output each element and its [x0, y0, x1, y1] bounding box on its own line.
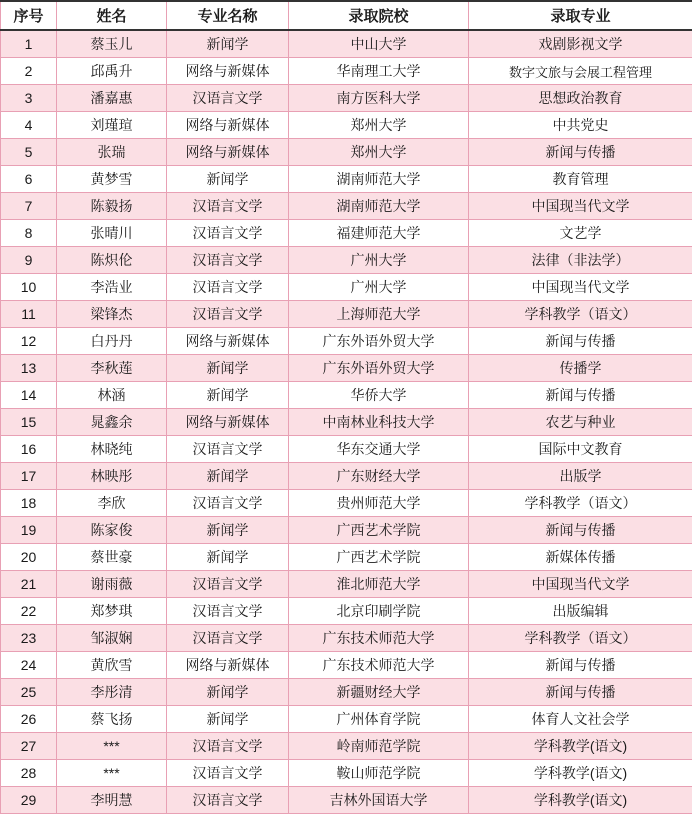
cell-col-name: 邱禹升	[57, 58, 167, 85]
table-row	[1, 733, 692, 760]
cell-col-major: 汉语言文学	[167, 625, 289, 652]
cell-col-target: 新闻与传播	[469, 679, 692, 706]
table-row	[1, 760, 692, 787]
cell-col-major: 汉语言文学	[167, 598, 289, 625]
cell-col-index: 27	[1, 733, 57, 760]
table-row	[1, 598, 692, 625]
table-row	[1, 301, 692, 328]
cell-col-major: 汉语言文学	[167, 85, 289, 112]
cell-col-school: 上海师范大学	[289, 301, 469, 328]
table-row	[1, 193, 692, 220]
cell-col-school: 广东技术师范大学	[289, 652, 469, 679]
cell-col-index: 8	[1, 220, 57, 247]
table-header	[1, 1, 692, 30]
cell-col-major: 新闻学	[167, 30, 289, 58]
cell-col-index: 20	[1, 544, 57, 571]
table-row	[1, 85, 692, 112]
cell-col-index: 26	[1, 706, 57, 733]
cell-col-target: 新闻与传播	[469, 382, 692, 409]
cell-col-target: 文艺学	[469, 220, 692, 247]
cell-col-index: 2	[1, 58, 57, 85]
cell-col-target: 体育人文社会学	[469, 706, 692, 733]
cell-col-name: 张瑞	[57, 139, 167, 166]
cell-col-major: 汉语言文学	[167, 733, 289, 760]
cell-col-name: ***	[57, 760, 167, 787]
cell-col-index: 22	[1, 598, 57, 625]
cell-col-major: 网络与新媒体	[167, 112, 289, 139]
cell-col-name: 李秋莲	[57, 355, 167, 382]
cell-col-major: 新闻学	[167, 382, 289, 409]
table-row	[1, 112, 692, 139]
cell-col-name: 梁锋杰	[57, 301, 167, 328]
table-row	[1, 166, 692, 193]
cell-col-index: 1	[1, 30, 57, 58]
column-header-index: 序号	[1, 1, 57, 30]
cell-col-target: 学科教学（语文）	[469, 625, 692, 652]
cell-col-index: 17	[1, 463, 57, 490]
cell-col-name: 白丹丹	[57, 328, 167, 355]
table-row	[1, 220, 692, 247]
cell-col-school: 广东外语外贸大学	[289, 355, 469, 382]
cell-col-school: 广东外语外贸大学	[289, 328, 469, 355]
cell-col-index: 28	[1, 760, 57, 787]
cell-col-school: 淮北师范大学	[289, 571, 469, 598]
cell-col-major: 汉语言文学	[167, 760, 289, 787]
cell-col-target: 新闻与传播	[469, 328, 692, 355]
table-row	[1, 787, 692, 814]
cell-col-index: 6	[1, 166, 57, 193]
cell-col-school: 广西艺术学院	[289, 517, 469, 544]
cell-col-index: 21	[1, 571, 57, 598]
cell-col-index: 12	[1, 328, 57, 355]
table-row	[1, 409, 692, 436]
cell-col-school: 广东财经大学	[289, 463, 469, 490]
cell-col-school: 南方医科大学	[289, 85, 469, 112]
cell-col-major: 新闻学	[167, 463, 289, 490]
table-body	[1, 30, 692, 814]
table-row	[1, 355, 692, 382]
cell-col-school: 中南林业科技大学	[289, 409, 469, 436]
table-row	[1, 274, 692, 301]
column-header-major: 专业名称	[167, 1, 289, 30]
cell-col-major: 汉语言文学	[167, 301, 289, 328]
cell-col-index: 23	[1, 625, 57, 652]
cell-col-name: ***	[57, 733, 167, 760]
cell-col-target: 新媒体传播	[469, 544, 692, 571]
cell-col-school: 北京印刷学院	[289, 598, 469, 625]
cell-col-school: 贵州师范大学	[289, 490, 469, 517]
cell-col-target: 学科教学（语文）	[469, 490, 692, 517]
cell-col-name: 李浩业	[57, 274, 167, 301]
table-row	[1, 58, 692, 85]
table-row	[1, 328, 692, 355]
cell-col-index: 19	[1, 517, 57, 544]
cell-col-index: 16	[1, 436, 57, 463]
cell-col-index: 3	[1, 85, 57, 112]
cell-col-major: 网络与新媒体	[167, 652, 289, 679]
cell-col-name: 林涵	[57, 382, 167, 409]
cell-col-school: 华侨大学	[289, 382, 469, 409]
table-row	[1, 30, 692, 58]
cell-col-school: 华东交通大学	[289, 436, 469, 463]
cell-col-target: 学科教学(语文)	[469, 787, 692, 814]
cell-col-major: 新闻学	[167, 544, 289, 571]
cell-col-name: 张晴川	[57, 220, 167, 247]
cell-col-school: 郑州大学	[289, 112, 469, 139]
cell-col-major: 汉语言文学	[167, 571, 289, 598]
cell-col-major: 汉语言文学	[167, 436, 289, 463]
table-row	[1, 571, 692, 598]
cell-col-school: 鞍山师范学院	[289, 760, 469, 787]
cell-col-major: 汉语言文学	[167, 220, 289, 247]
cell-col-name: 邹淑娴	[57, 625, 167, 652]
cell-col-name: 黄梦雪	[57, 166, 167, 193]
cell-col-target: 新闻与传播	[469, 517, 692, 544]
cell-col-name: 谢雨薇	[57, 571, 167, 598]
cell-col-index: 11	[1, 301, 57, 328]
cell-col-major: 汉语言文学	[167, 787, 289, 814]
table-row	[1, 436, 692, 463]
table-row	[1, 652, 692, 679]
column-header-target-major: 录取专业	[469, 1, 692, 30]
cell-col-target: 学科教学(语文)	[469, 760, 692, 787]
cell-col-major: 汉语言文学	[167, 490, 289, 517]
cell-col-school: 广东技术师范大学	[289, 625, 469, 652]
table-header-row	[1, 1, 692, 30]
cell-col-name: 郑梦琪	[57, 598, 167, 625]
cell-col-target: 中国现当代文学	[469, 274, 692, 301]
table-row	[1, 247, 692, 274]
cell-col-target: 新闻与传播	[469, 139, 692, 166]
cell-col-major: 新闻学	[167, 706, 289, 733]
cell-col-target: 数字文旅与会展工程管理	[469, 58, 692, 85]
cell-col-school: 广州体育学院	[289, 706, 469, 733]
cell-col-name: 蔡飞扬	[57, 706, 167, 733]
cell-col-school: 新疆财经大学	[289, 679, 469, 706]
cell-col-target: 法律（非法学）	[469, 247, 692, 274]
cell-col-index: 14	[1, 382, 57, 409]
table-row	[1, 679, 692, 706]
cell-col-major: 汉语言文学	[167, 274, 289, 301]
cell-col-target: 教育管理	[469, 166, 692, 193]
cell-col-index: 29	[1, 787, 57, 814]
cell-col-major: 网络与新媒体	[167, 328, 289, 355]
cell-col-major: 网络与新媒体	[167, 58, 289, 85]
cell-col-name: 刘瑾瑄	[57, 112, 167, 139]
cell-col-target: 出版学	[469, 463, 692, 490]
cell-col-target: 戏剧影视文学	[469, 30, 692, 58]
cell-col-target: 学科教学(语文)	[469, 733, 692, 760]
cell-col-name: 林晓纯	[57, 436, 167, 463]
cell-col-name: 晁鑫余	[57, 409, 167, 436]
cell-col-school: 湖南师范大学	[289, 193, 469, 220]
cell-col-index: 18	[1, 490, 57, 517]
cell-col-major: 新闻学	[167, 166, 289, 193]
table-row	[1, 382, 692, 409]
cell-col-target: 中共党史	[469, 112, 692, 139]
column-header-name: 姓名	[57, 1, 167, 30]
cell-col-target: 学科教学（语文）	[469, 301, 692, 328]
cell-col-major: 新闻学	[167, 517, 289, 544]
column-header-school: 录取院校	[289, 1, 469, 30]
table-row	[1, 544, 692, 571]
cell-col-index: 4	[1, 112, 57, 139]
cell-col-school: 湖南师范大学	[289, 166, 469, 193]
cell-col-major: 网络与新媒体	[167, 409, 289, 436]
cell-col-target: 中国现当代文学	[469, 193, 692, 220]
cell-col-major: 新闻学	[167, 679, 289, 706]
table-row	[1, 706, 692, 733]
table-row	[1, 463, 692, 490]
table-row	[1, 490, 692, 517]
cell-col-school: 华南理工大学	[289, 58, 469, 85]
table-row	[1, 139, 692, 166]
cell-col-name: 李欣	[57, 490, 167, 517]
cell-col-index: 15	[1, 409, 57, 436]
cell-col-school: 广州大学	[289, 247, 469, 274]
cell-col-name: 李明慧	[57, 787, 167, 814]
cell-col-index: 5	[1, 139, 57, 166]
cell-col-major: 网络与新媒体	[167, 139, 289, 166]
table-row	[1, 517, 692, 544]
cell-col-school: 广州大学	[289, 274, 469, 301]
cell-col-school: 吉林外国语大学	[289, 787, 469, 814]
cell-col-name: 黄欣雪	[57, 652, 167, 679]
cell-col-name: 蔡世豪	[57, 544, 167, 571]
cell-col-index: 9	[1, 247, 57, 274]
cell-col-name: 潘嘉惠	[57, 85, 167, 112]
cell-col-target: 出版编辑	[469, 598, 692, 625]
cell-col-school: 广西艺术学院	[289, 544, 469, 571]
cell-col-index: 10	[1, 274, 57, 301]
cell-col-major: 新闻学	[167, 355, 289, 382]
cell-col-target: 农艺与种业	[469, 409, 692, 436]
cell-col-name: 陈毅扬	[57, 193, 167, 220]
cell-col-target: 传播学	[469, 355, 692, 382]
cell-col-index: 25	[1, 679, 57, 706]
cell-col-school: 郑州大学	[289, 139, 469, 166]
cell-col-school: 福建师范大学	[289, 220, 469, 247]
cell-col-major: 汉语言文学	[167, 247, 289, 274]
cell-col-name: 蔡玉儿	[57, 30, 167, 58]
table-row	[1, 625, 692, 652]
cell-col-name: 陈家俊	[57, 517, 167, 544]
cell-col-index: 13	[1, 355, 57, 382]
cell-col-index: 24	[1, 652, 57, 679]
cell-col-school: 中山大学	[289, 30, 469, 58]
cell-col-target: 思想政治教育	[469, 85, 692, 112]
cell-col-name: 林映彤	[57, 463, 167, 490]
cell-col-name: 陈炽伦	[57, 247, 167, 274]
cell-col-name: 李彤清	[57, 679, 167, 706]
cell-col-school: 岭南师范学院	[289, 733, 469, 760]
cell-col-target: 国际中文教育	[469, 436, 692, 463]
cell-col-target: 新闻与传播	[469, 652, 692, 679]
cell-col-index: 7	[1, 193, 57, 220]
cell-col-major: 汉语言文学	[167, 193, 289, 220]
cell-col-target: 中国现当代文学	[469, 571, 692, 598]
